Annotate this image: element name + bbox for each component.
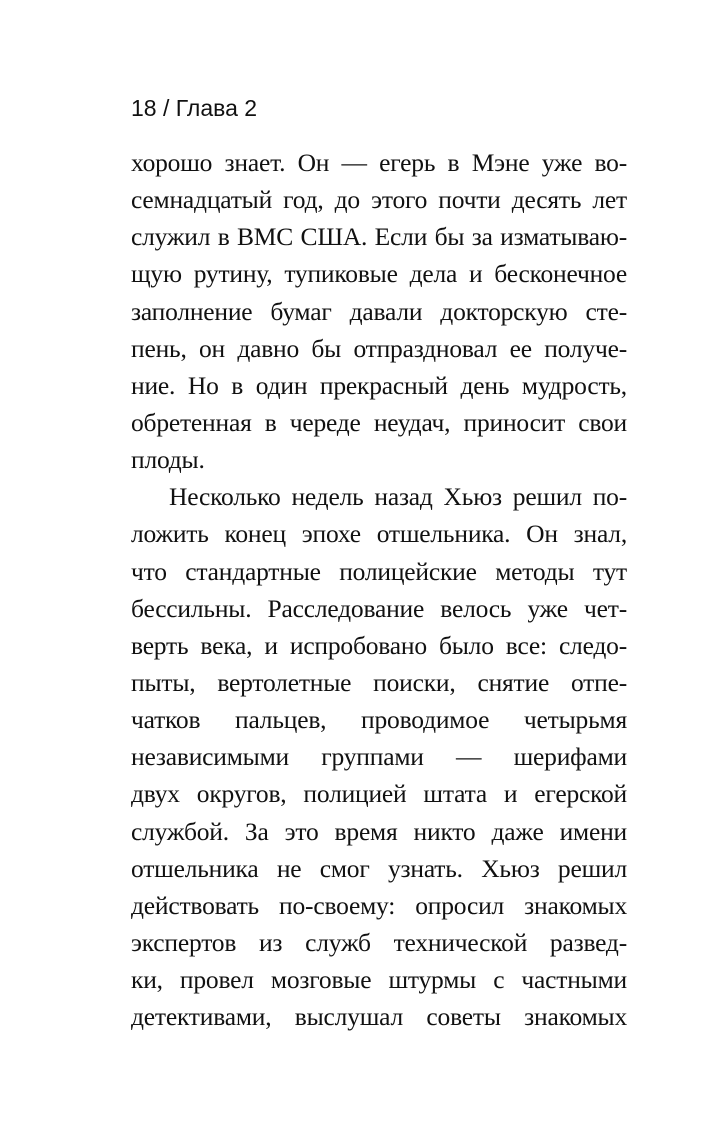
- text-line: пыты, вертолетные поиски, снятие отпе-: [131, 667, 627, 697]
- text-line: заполнение бумаг давали докторскую сте-: [131, 296, 627, 326]
- text-line: независимыми группами — шерифами: [131, 742, 627, 772]
- text-line: плоды.: [131, 445, 205, 475]
- running-head: 18 / Глава 2: [131, 95, 258, 121]
- text-line: пень, он давно бы отпраздновал ее получе-: [131, 333, 627, 363]
- text-line: семнадцатый год, до этого почти десять лет: [131, 185, 627, 215]
- text-line: экспертов из служб технической развед-: [131, 927, 627, 957]
- text-line: верть века, и испробовано было все: следо-: [131, 630, 627, 660]
- text-line: службой. За это время никто даже имени: [131, 816, 627, 846]
- text-line: детективами, выслушал советы знакомых: [131, 1002, 627, 1032]
- text-line: Несколько недель назад Хьюз решил по-: [169, 482, 627, 512]
- text-line: обретенная в череде неудач, приносит свои: [131, 407, 627, 437]
- text-line: ложить конец эпохе отшельника. Он знал,: [131, 519, 627, 549]
- text-line: бессильны. Расследование велось уже чет-: [131, 593, 627, 623]
- text-line: ки, провел мозговые штурмы с частными: [131, 965, 627, 995]
- text-line: отшельника не смог узнать. Хьюз решил: [131, 853, 627, 883]
- text-line: ние. Но в один прекрасный день мудрость,: [131, 370, 627, 400]
- text-line: двух округов, полицией штата и егерской: [131, 779, 627, 809]
- text-line: действовать по-своему: опросил знакомых: [131, 890, 627, 920]
- body-text: [131, 144, 627, 1035]
- text-line: служил в ВМС США. Если бы за изматываю-: [131, 222, 627, 252]
- text-line: что стандартные полицейские методы тут: [131, 556, 627, 586]
- text-line: хорошо знает. Он — егерь в Мэне уже во-: [131, 148, 627, 177]
- text-line: чатков пальцев, проводимое четырьмя: [131, 705, 627, 735]
- text-line: щую рутину, тупиковые дела и бесконечное: [131, 259, 627, 289]
